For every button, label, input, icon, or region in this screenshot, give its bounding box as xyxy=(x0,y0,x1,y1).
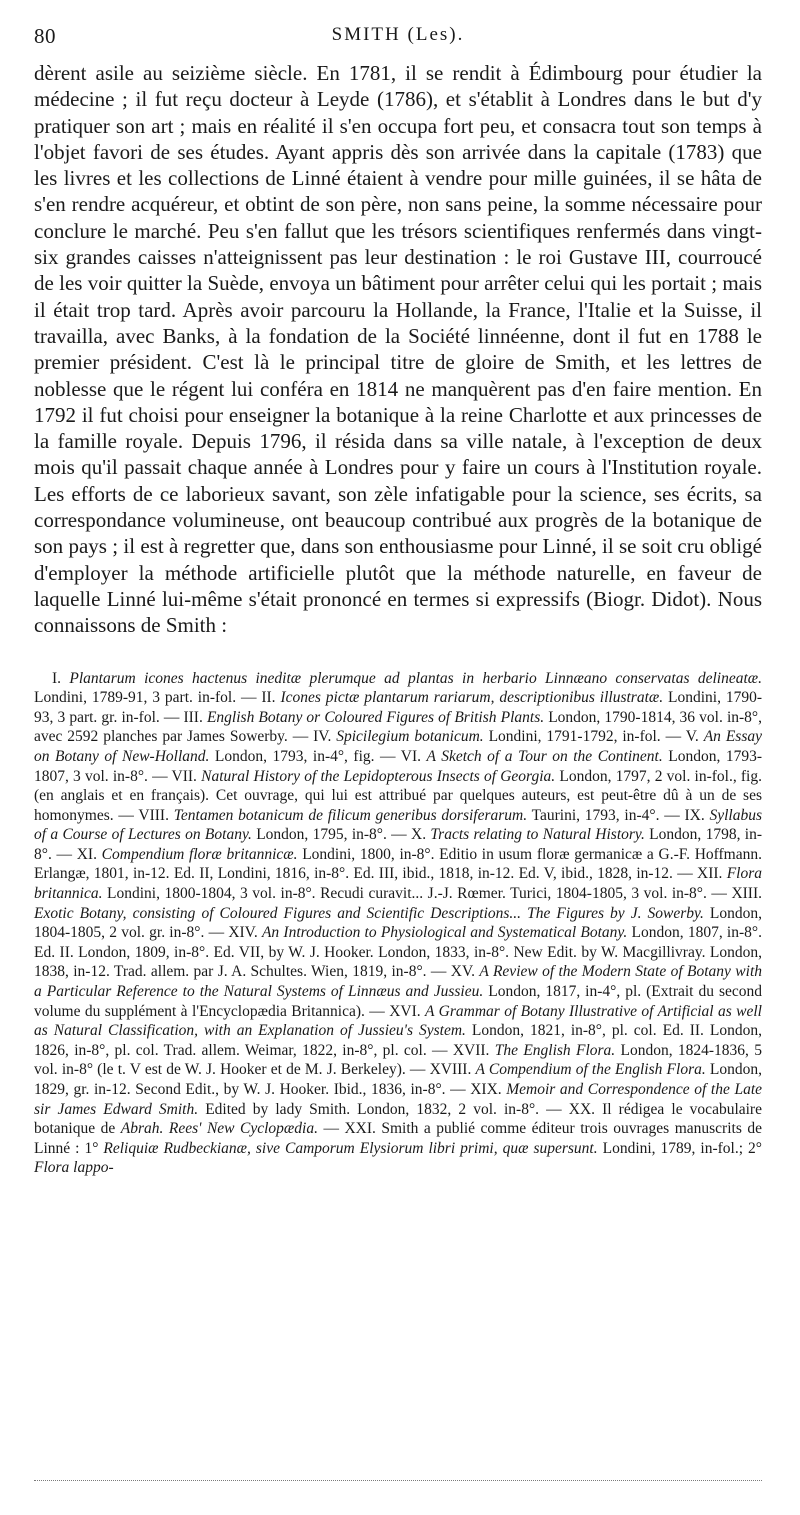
entry-title: Flora lappo- xyxy=(34,1159,114,1177)
entry-details: London, 1797, 2 vol. in-fol., fig. (en anglais et en français). Cet ouvrage, qui lui est attribué par quelques auteurs, est peut-être dû à un de ses homonymes. — xyxy=(34,767,762,824)
entry-details: London, 1817, in-4°, pl. (Extrait du second volume du supplément à l'Encyclopædia Britannica). — xyxy=(34,983,762,1020)
running-title: SMITH (Les). xyxy=(331,24,465,45)
entry-lead: IV. xyxy=(313,728,337,746)
entry-lead: VII. xyxy=(171,767,202,785)
entry-lead: XIII. xyxy=(731,885,762,903)
entry-lead: XII. xyxy=(697,865,727,883)
entry-lead: X. xyxy=(411,826,431,844)
entry-title: Plantarum icones hactenus ineditæ plerumque ad plantas in herbario Linnæano conservatas delineatæ. xyxy=(69,669,762,687)
entry-lead: XX. Il rédigea le vocabulaire botanique de xyxy=(34,1100,762,1138)
entry-lead: XXI. Smith a publié comme éditeur trois ouvrages manuscrits de Linné : 1° xyxy=(34,1120,762,1157)
entry-title: Compendium floræ britannicæ. xyxy=(101,845,298,863)
entry-lead: IX. xyxy=(684,806,710,824)
bibliography-entry xyxy=(313,728,686,745)
entry-title: A Sketch of a Tour on the Continent. xyxy=(426,747,663,765)
entry-lead: VIII. xyxy=(138,806,174,824)
entry-details: London, 1807, in-8°. Ed. II. London, 1809, in-8°. Ed. VII, by W. J. Hooker. London, 1833, in-8°. New Edit. by W. Macgillivray. London, 1838, in-12. Trad. allem. par J. A. Schultes. Wien, 1819, in-8°. — xyxy=(34,924,762,981)
entry-details: Londini, 1790-93, 3 part. gr. in-fol. — xyxy=(34,689,762,726)
entry-title: Flora britannica. xyxy=(34,865,762,903)
entry-title: A Grammar of Botany Illustrative of Artificial as well as Natural Classification, with an Explanation of Jussieu's System. xyxy=(34,1002,762,1040)
entry-lead: XVI. xyxy=(389,1002,426,1020)
entry-details: London, 1829, gr. in-12. Second Edit., by W. J. Hooker. Ibid., 1836, in-8°. — xyxy=(34,1061,763,1098)
entry-title: An Introduction to Physiological and Systematical Botany. xyxy=(261,924,628,942)
entry-lead: I. xyxy=(52,669,70,687)
entry-details: London, 1824-1836, 5 vol. in-8° (le t. V est de W. J. Hooker et de M. J. Berkeley). — xyxy=(34,1041,762,1079)
entry-lead: XIV. xyxy=(228,924,262,942)
entry-title: A Compendium of the English Flora. xyxy=(475,1061,706,1079)
entry-lead: III. xyxy=(183,708,207,726)
entry-title: Memoir and Correspondence of the Late sir James Edward Smith. xyxy=(34,1081,763,1118)
entry-title: Icones pictæ plantarum rariarum, descriptionibus illustratæ. xyxy=(280,689,664,707)
bibliography-entry xyxy=(34,1159,114,1176)
entry-title: Natural History of the Lepidopterous Insects of Georgia. xyxy=(201,767,556,785)
entry-lead: XVII. xyxy=(452,1041,495,1059)
entry-title: Exotic Botany, consisting of Coloured Figures and Scientific Descriptions... The Figures by J. Sowerby. xyxy=(34,904,704,922)
entry-details: London, 1793, in-4°, fig. — xyxy=(209,747,401,765)
entry-details: London, 1821, in-8°, pl. col. Ed. II. London, 1826, in-8°, pl. col. Trad. allem. Weimar, 1822, in-8°, pl. col. — xyxy=(34,1022,762,1059)
entry-details: Edited by lady Smith. London, 1832, 2 vol. in-8°. — xyxy=(198,1100,569,1118)
bibliography-entry xyxy=(138,807,684,824)
entry-details: London, 1798, in-8°. — xyxy=(34,826,763,863)
entry-title: Reliquiæ Rudbeckianæ, sive Camporum Elysiorum libri primi, quæ supersunt. xyxy=(103,1139,598,1157)
entry-details: London, 1793-1807, 3 vol. in-8°. — xyxy=(34,747,762,785)
footer-dotted-rule xyxy=(34,1480,762,1481)
entry-title: English Botany or Coloured Figures of British Plants. xyxy=(206,708,545,726)
entry-details: Londini, 1800-1804, 3 vol. in-8°. Recudi curavit... J.-J. Rœmer. Turici, 1804-1805, 3 vol. in-8°. — xyxy=(102,885,732,903)
entry-details: Londini, 1789, in-fol.; 2° xyxy=(597,1139,762,1157)
entry-details: Londini, 1800, in-8°. Editio in usum floræ germanicæ a G.-F. Hoffmann. Erlangæ, 1801, in-12. Ed. II, Londini, 1816, in-8°. Ed. III, ibid., 1818, in-12. Ed. V, ibid., 1828, in-12. — xyxy=(34,845,762,883)
entry-title: Syllabus of a Course of Lectures on Botany. xyxy=(34,806,763,844)
entry-title: Abrah. Rees' New Cyclopædia. xyxy=(120,1120,318,1138)
main-text-paragraph: dèrent asile au seizième siècle. En 1781, il se rendit à Édimbourg pour étudier la médecine ; il fut reçu docteur à Leyde (1786), et s'établit à Londres dans le but d'y pratiquer son art ; mais en réalité il s'en occupa fort peu, et consacra tout son temps à l'objet favori de ses études. Ayant appris dès son arrivée dans la capitale (1783) que les livres et les collections de Linné étaient à vendre pour mille guinées, il se hâta de s'en rendre acquéreur, et obtint de son père, non sans peine, la somme nécessaire pour conclure le marché. Peu s'en fallut que les trésors scientifiques renfermés dans vingt-six grandes caisses n'atteignissent pas leur destination : le roi Gustave III, courroucé de les voir quitter la Suède, envoya un bâtiment pour arrêter celui qui les portait ; mais il était trop tard. Après avoir parcouru la Hollande, la France, l'Italie et la Suisse, il travailla, avec Banks, à la fondation de la Société linnéenne, dont il fut en 1788 le premier président. C'est là le principal titre de gloire de Smith, et les lettres de noblesse que le régent lui conféra en 1814 ne manquèrent pas d'en faire mention. En 1792 il fut choisi pour enseigner la botanique à la reine Charlotte et aux princesses de la famille royale. Depuis 1796, il résida dans sa ville natale, à l'exception de deux mois qu'il passait chaque année à Londres pour y faire un cours à l'Institution royale. Les efforts de ce laborieux savant, son zèle infatigable pour la science, ses écrits, sa correspondance volumineuse, ont beaucoup contribué aux progrès de la botanique de son pays ; il est à regretter que, dans son enthousiasme pour Linné, il se soit cru obligé d'employer la méthode artificielle plutôt que la méthode naturelle, en faveur de laquelle Linné lui-même s'était prononcé en termes si expressifs (Biogr. Didot). Nous connaissons de Smith : xyxy=(34,61,762,638)
entry-details: — xyxy=(317,1120,345,1138)
entry-lead: XVIII. xyxy=(429,1061,476,1079)
entry-title: Tracts relating to Natural History. xyxy=(430,826,645,844)
entry-title: Spicilegium botanicum. xyxy=(336,728,484,746)
entry-lead: XV. xyxy=(450,963,480,981)
entry-details: London, 1790-1814, 36 vol. in-8°, avec 2592 planches par James Sowerby. — xyxy=(34,708,762,746)
entry-title: A Review of the Modern State of Botany with a Particular Reference to the Natural Systems of Linnæus and Jussieu. xyxy=(34,963,763,1001)
bibliography-list xyxy=(34,669,762,1178)
running-head xyxy=(34,0,762,54)
entry-lead: XIX. xyxy=(470,1081,507,1098)
entry-details: Taurini, 1793, in-4°. — xyxy=(527,806,685,824)
bibliography-entry xyxy=(34,846,762,883)
entry-lead: XI. xyxy=(76,845,102,863)
entry-lead: V. xyxy=(685,728,704,746)
entry-title: The English Flora. xyxy=(494,1041,616,1059)
entry-title: An Essay on Botany of New-Holland. xyxy=(34,728,762,765)
page-number: 80 xyxy=(34,24,56,48)
entry-details: London, 1795, in-8°. — xyxy=(251,826,412,844)
entry-lead: II. xyxy=(261,689,281,707)
entry-details: Londini, 1791-1792, in-fol. — xyxy=(483,728,686,746)
entry-lead: VI. xyxy=(400,747,427,765)
entry-title: Tentamen botanicum de filicum generibus dorsiferarum. xyxy=(173,806,528,824)
entry-details: London, 1804-1805, 2 vol. gr. in-8°. — xyxy=(34,904,762,942)
entry-details: Londini, 1789-91, 3 part. in-fol. — xyxy=(34,689,262,707)
